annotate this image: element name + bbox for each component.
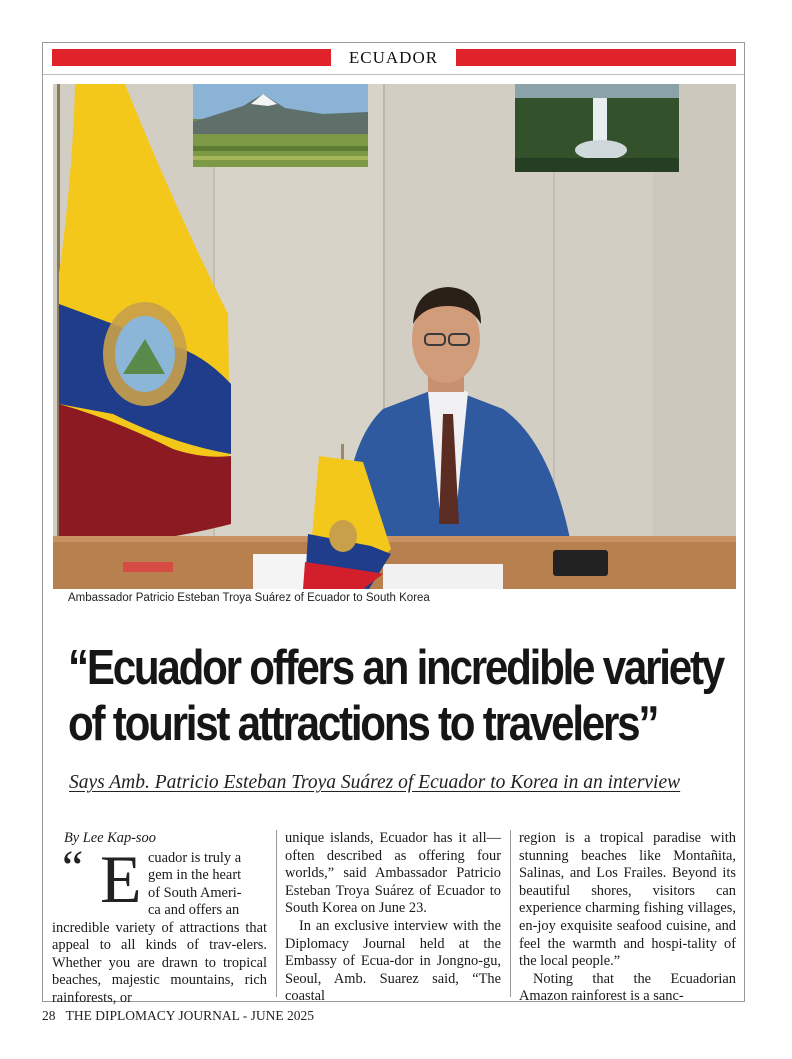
drop-line-1: cuador is truly a <box>148 849 242 866</box>
article-subhead: Says Amb. Patricio Esteban Troya Suárez of Ecuador to Korea in an interview <box>69 772 681 793</box>
page-footer <box>42 1008 314 1024</box>
mountain-painting <box>193 84 368 167</box>
article-headline <box>68 640 748 752</box>
header-divider <box>43 74 744 75</box>
drop-line-4: ca and offers an <box>148 902 240 919</box>
photo-caption: Ambassador Patricio Esteban Troya Suárez of Ecuador to South Korea <box>68 592 430 604</box>
drop-cap-letter: E <box>100 840 142 917</box>
article-column-3 <box>519 830 736 1006</box>
article-column-2 <box>285 830 501 1006</box>
column-3-paragraph-2: Noting that the Ecuadorian Amazon rainforest is a sanc- <box>519 970 736 1005</box>
byline: By Lee Kap-soo <box>64 830 156 846</box>
column-rule-1 <box>276 830 277 997</box>
section-label: ECUADOR <box>348 48 439 67</box>
drop-quote-mark: “ <box>62 840 84 894</box>
section-bar-left <box>52 49 331 66</box>
column-3-paragraph-1: region is a tropical paradise with stunning beaches like Montañita, Salinas, and Los Frailes. Beyond its beautiful shores, visitors can experience charming fishing villages, en-joy exquisite seafood cuisine, and feel the warmth and hospi-tality of the local people.” <box>519 830 736 970</box>
column-2-paragraph-2: In an exclusive interview with the Diplomacy Journal held at the Embassy of Ecua-dor in Jongno-gu, Seoul, Amb. Suarez said, “The coastal <box>285 917 501 1005</box>
headline-line-1: “Ecuador offers an incredible variety <box>68 641 723 695</box>
column-2-paragraph-1: unique islands, Ecuador has it all—often described as offering four worlds,” said Ambassador Patricio Esteban Troya Suárez of Ecuador to South Korea on June 23. <box>285 830 501 917</box>
page-number: 28 <box>42 1008 56 1023</box>
ambassador-photo <box>53 84 736 589</box>
article-column-1 <box>52 830 267 1008</box>
headline-line-2: of tourist attractions to travelers” <box>68 697 658 751</box>
publication-name: THE DIPLOMACY JOURNAL - JUNE 2025 <box>65 1008 314 1023</box>
drop-cap-block <box>52 840 267 920</box>
column-rule-2 <box>510 830 511 997</box>
drop-line-2: gem in the heart <box>148 867 242 884</box>
waterfall-painting <box>515 84 679 172</box>
column-1-text: incredible variety of attractions that appeal to all kinds of trav-elers. Whether you are drawn to tropical beaches, majestic mountains, rich rainforests, or <box>52 919 267 1006</box>
drop-cap-lines <box>148 850 267 920</box>
drop-line-3: of South Ameri- <box>148 884 242 901</box>
section-header <box>52 48 736 68</box>
section-bar-right <box>456 49 736 66</box>
